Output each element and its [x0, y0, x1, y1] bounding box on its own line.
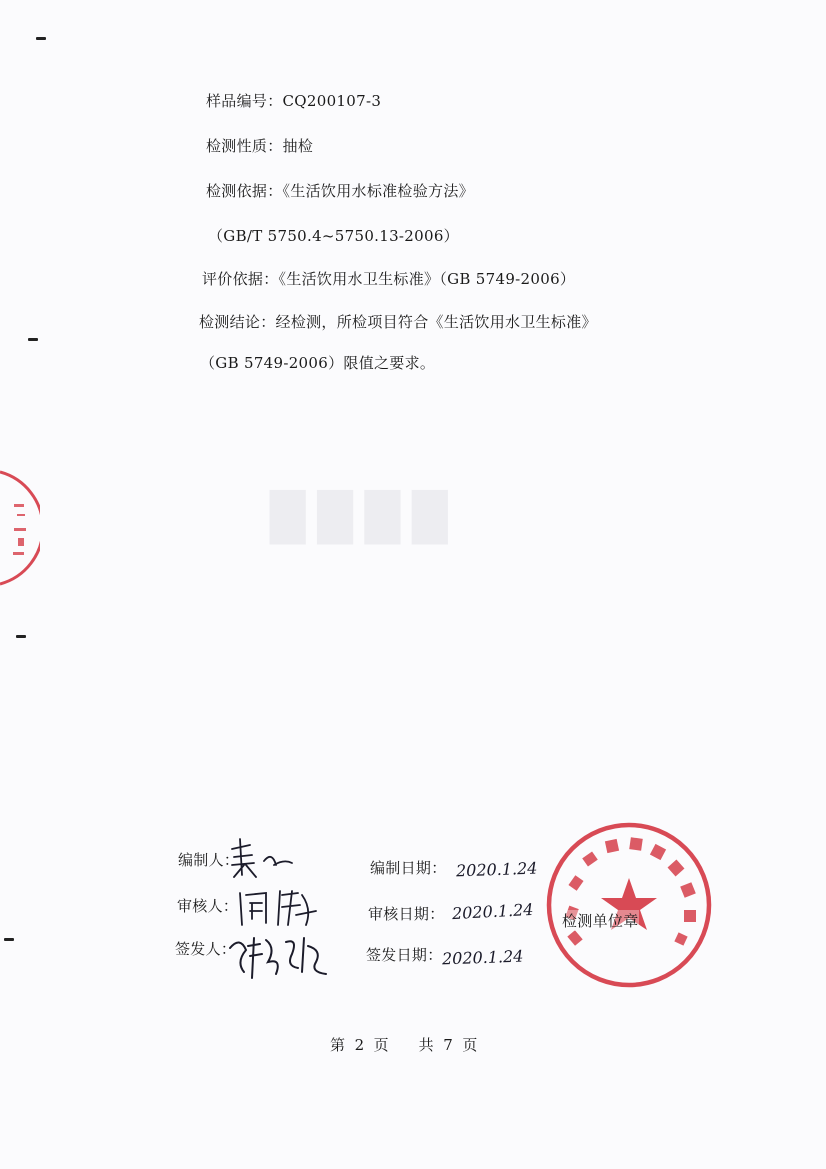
review-date-handwritten: 2020.1.24	[451, 899, 534, 924]
page-number	[330, 1034, 477, 1055]
test-basis-label: 检测依据：	[206, 182, 283, 200]
compiler-signature	[226, 835, 296, 880]
conclusion-line	[199, 311, 597, 332]
reviewer-signature	[236, 885, 321, 930]
review-date-label: 审核日期：	[368, 905, 445, 923]
issue-date-label: 签发日期：	[366, 946, 443, 964]
conclusion-label: 检测结论：	[199, 313, 276, 331]
scan-mark	[16, 635, 26, 638]
evaluation-basis-label: 评价依据：	[202, 270, 279, 288]
test-nature-label: 检测性质：	[206, 137, 283, 155]
conclusion-value: 经检测，所检项目符合《生活饮用水卫生标准》	[275, 313, 597, 331]
scan-mark	[36, 37, 46, 40]
sample-number-label: 样品编号：	[206, 92, 283, 110]
page-prefix: 第	[330, 1036, 346, 1054]
compiler-label: 编制人：	[178, 851, 240, 869]
evaluation-basis-line	[202, 268, 575, 289]
test-basis-standard: （GB/T 5750.4~5750.13-2006）	[208, 227, 459, 245]
reviewer-label: 审核人：	[177, 897, 239, 915]
page-suffix: 页	[462, 1036, 478, 1054]
test-nature-value: 抽检	[282, 137, 314, 155]
test-basis-value: 《生活饮用水标准检验方法》	[282, 182, 474, 200]
scan-mark	[28, 338, 38, 341]
issue-date-handwritten: 2020.1.24	[441, 946, 524, 969]
issuer-label: 签发人：	[175, 940, 237, 958]
bleed-through-title: ████	[270, 490, 460, 544]
evaluation-basis-value: 《生活饮用水卫生标准》（GB 5749-2006）	[278, 270, 576, 288]
compile-date-handwritten: 2020.1.24	[455, 858, 538, 881]
conclusion-continuation-line	[200, 352, 435, 373]
issuer-signature	[226, 928, 331, 983]
scan-mark	[4, 938, 14, 941]
left-edge-seal	[0, 468, 40, 588]
test-basis-line	[206, 180, 474, 201]
test-nature-line	[206, 135, 313, 156]
page-current: 2	[354, 1036, 365, 1054]
sample-number-line	[206, 90, 381, 111]
official-seal	[544, 820, 714, 990]
seal-caption: 检测单位章	[562, 912, 639, 930]
page-total: 7	[443, 1036, 453, 1054]
test-basis-standard-line	[208, 225, 459, 246]
sample-number-value: CQ200107-3	[282, 92, 382, 110]
conclusion-continuation: （GB 5749-2006）限值之要求。	[200, 354, 436, 372]
page-mid: 页 共	[373, 1036, 434, 1054]
compile-date-label: 编制日期：	[370, 859, 447, 877]
